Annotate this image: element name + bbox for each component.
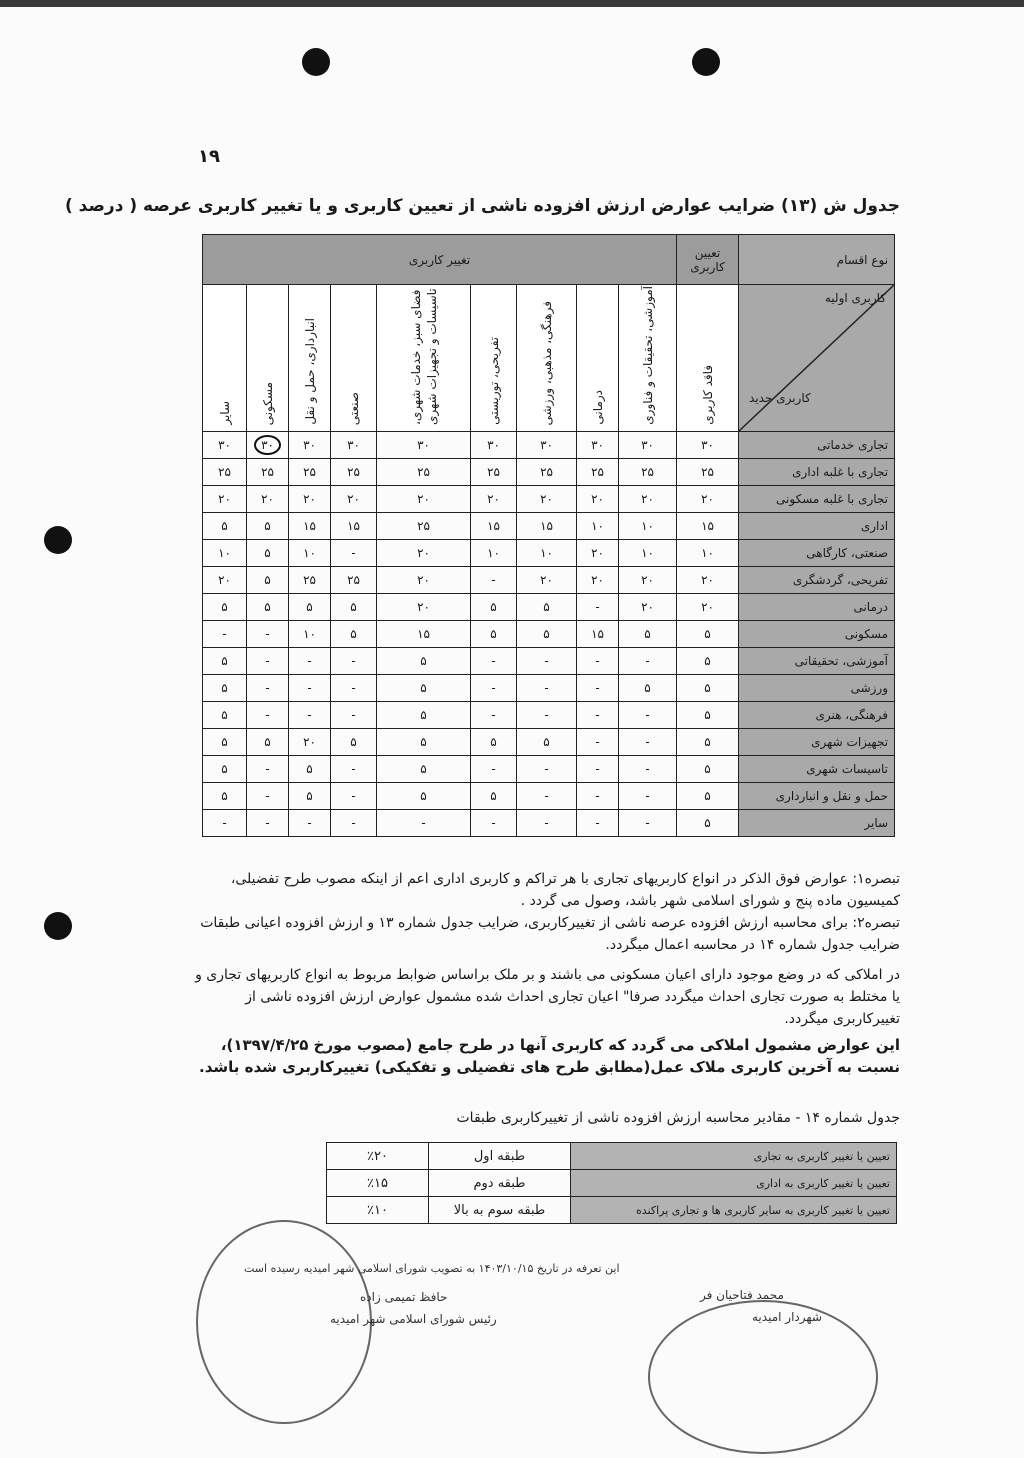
table-cell: ۵ — [203, 783, 247, 810]
table-cell: ۵ — [203, 729, 247, 756]
table-cell: - — [619, 810, 677, 837]
table-cell: ۳۰ — [203, 432, 247, 459]
table-cell: ۵ — [517, 594, 577, 621]
punch-hole — [692, 48, 720, 76]
row-label: درمانی — [739, 594, 895, 621]
table-cell: ۲۰ — [577, 486, 619, 513]
row-label: صنعتی، کارگاهی — [739, 540, 895, 567]
table-cell: ۵ — [203, 648, 247, 675]
table-cell: ۳۰ — [677, 432, 739, 459]
table-cell: ۱۰ — [577, 513, 619, 540]
table-row — [203, 432, 895, 459]
table-cell: - — [577, 810, 619, 837]
council-head-name: حافظ تمیمی زاده — [360, 1290, 448, 1304]
table-cell: ۲۰ — [619, 486, 677, 513]
column-header-label: انبارداری، حمل و نقل — [302, 318, 317, 425]
table-cell: ۵ — [471, 783, 517, 810]
table-cell: ۲۰ — [377, 540, 471, 567]
table-cell: ۲۵ — [289, 567, 331, 594]
table-cell: - — [247, 756, 289, 783]
table-cell: ۵ — [619, 621, 677, 648]
table-cell: - — [619, 702, 677, 729]
table-cell: ۱۵ — [517, 513, 577, 540]
table-cell: ۳۰ — [471, 432, 517, 459]
table-cell: - — [619, 648, 677, 675]
table-cell: ۲۰ — [677, 486, 739, 513]
diagonal-header-cell — [739, 285, 895, 432]
column-header — [517, 285, 577, 432]
table-row — [203, 567, 895, 594]
table-cell: ۳۰ — [517, 432, 577, 459]
table-cell: ۲۰ — [619, 567, 677, 594]
table-cell: ۵ — [331, 594, 377, 621]
table-cell: ۲۰ — [331, 486, 377, 513]
scan-edge — [0, 0, 1024, 7]
table-cell: - — [619, 783, 677, 810]
table-cell: ۵ — [677, 702, 739, 729]
floor-label: طبقه اول — [429, 1143, 571, 1170]
column-header — [471, 285, 517, 432]
column-header-label: آموزشی، تحقیقات و فناوری — [640, 286, 655, 425]
table-cell: ۱۵ — [471, 513, 517, 540]
table-cell: ۱۰ — [677, 540, 739, 567]
table-cell: - — [471, 567, 517, 594]
row-label: تجاری با غلبه مسکونی — [739, 486, 895, 513]
table-cell: ۵ — [247, 594, 289, 621]
table-cell: - — [517, 702, 577, 729]
column-header — [247, 285, 289, 432]
table-cell: ۱۰ — [619, 513, 677, 540]
table-cell: ۵ — [677, 756, 739, 783]
table-cell: ۵ — [247, 513, 289, 540]
table-cell: - — [471, 675, 517, 702]
table-cell: ۵ — [677, 648, 739, 675]
column-header — [677, 285, 739, 432]
row-description: تعیین یا تغییر کاربری به تجاری — [571, 1143, 897, 1170]
table-cell: ۱۵ — [677, 513, 739, 540]
table-cell: ۱۵ — [331, 513, 377, 540]
table-cell: ۵ — [203, 594, 247, 621]
table-row — [203, 513, 895, 540]
table-cell: - — [577, 648, 619, 675]
table-row — [203, 756, 895, 783]
table-cell: ۲۵ — [577, 459, 619, 486]
table-cell: ۵ — [203, 675, 247, 702]
coefficients-table — [202, 234, 894, 837]
table-cell: - — [577, 729, 619, 756]
table-row — [203, 729, 895, 756]
column-header-label: درمانی — [590, 390, 605, 425]
row-label: تجهیزات شهری — [739, 729, 895, 756]
column-header-label: فرهنگی، مذهبی، ورزشی — [539, 300, 554, 425]
table-cell: ۵ — [377, 702, 471, 729]
floor-label: طبقه دوم — [429, 1170, 571, 1197]
header-change: تغییر کاربری — [203, 235, 677, 285]
table-cell: ۲۰ — [377, 594, 471, 621]
table-cell: ۵ — [289, 594, 331, 621]
page-number: ۱۹ — [198, 146, 220, 167]
row-label: مسکونی — [739, 621, 895, 648]
table-cell: ۵ — [203, 513, 247, 540]
table-cell: ۱۵ — [377, 621, 471, 648]
table-cell: - — [471, 648, 517, 675]
table-cell: ۲۰ — [247, 486, 289, 513]
table-cell: - — [517, 783, 577, 810]
punch-hole — [44, 912, 72, 940]
table-cell: ۵ — [203, 702, 247, 729]
column-header-label: صنعتی — [346, 391, 361, 425]
table-cell: ۲۰ — [377, 486, 471, 513]
table-cell: - — [577, 594, 619, 621]
table-row — [203, 702, 895, 729]
table-cell: - — [203, 621, 247, 648]
table-cell: ۲۰ — [577, 540, 619, 567]
table-cell: - — [471, 756, 517, 783]
table-cell: - — [247, 702, 289, 729]
table-cell: - — [331, 783, 377, 810]
table-cell: ۳۰ — [377, 432, 471, 459]
table-cell: ۱۵ — [289, 513, 331, 540]
table-cell: ۵ — [331, 621, 377, 648]
note-2: تبصره۲: برای محاسبه ارزش افزوده عرصه ناشی از تغییرکاربری، ضرایب جدول شماره ۱۳ و ارزش افزوده اعیانی طبقات ضرایب جدول شماره ۱۴ در محاسبه اعمال میگردد. — [200, 915, 900, 953]
row-description: تعیین یا تغییر کاربری به سایر کاربری ها و تجاری پراکنده — [571, 1197, 897, 1224]
table-cell: ۵ — [677, 675, 739, 702]
row-label: تاسیسات شهری — [739, 756, 895, 783]
note-1: تبصره۱: عوارض فوق الذکر در انواع کاربریهای تجاری با هر تراکم و کاربری اداری اعم از اینکه مصوب طرح تفضیلی، کمیسیون ماده پنج و شورای اسلامی شهر باشد، وصول می گردد . — [230, 871, 900, 909]
table-row — [203, 810, 895, 837]
punch-hole — [44, 526, 72, 554]
table-cell: - — [331, 810, 377, 837]
row-label: تجاری خدماتی — [739, 432, 895, 459]
note-4: این عوارض مشمول املاکی می گردد که کاربری آنها در طرح جامع (مصوب مورخ ۱۳۹۷/۴/۲۵)، نسبت به آخرین کاربری ملاک عمل(مطابق طرح های تفضیلی و تفکیکی) تغییرکاربری شده باشد. — [199, 1036, 900, 1076]
table-cell: ۱۰ — [619, 540, 677, 567]
table-cell: ۵ — [517, 621, 577, 648]
percent-value: ٪۱۰ — [327, 1197, 429, 1224]
table-cell: ۱۰ — [289, 540, 331, 567]
column-header — [331, 285, 377, 432]
table-cell: - — [289, 810, 331, 837]
table-cell: - — [331, 675, 377, 702]
table-row — [203, 675, 895, 702]
column-header-label: سایر — [217, 401, 232, 425]
table-cell: - — [289, 702, 331, 729]
table-cell: ۲۰ — [517, 486, 577, 513]
header-determination: تعیین کاربری — [677, 235, 739, 285]
table-cell: ۲۵ — [247, 459, 289, 486]
table-cell: ۲۵ — [471, 459, 517, 486]
note-3: در املاکی که در وضع موجود دارای اعیان مسکونی می باشند و بر ملک براساس ضوابط مربوط به انواع کاربریهای تجاری و یا مختلط به صورت تجاری احداث میگردد صرفا" اعیان تجاری احداث شده مشمول عوارض ارزش افزوده ناشی از تغییرکاربری میگردد. — [195, 967, 900, 1027]
table-cell: ۳۰ — [577, 432, 619, 459]
row-label: تجاری با غلبه اداری — [739, 459, 895, 486]
row-label: فرهنگی، هنری — [739, 702, 895, 729]
initial-use-label: کاربری اولیه — [824, 291, 887, 305]
table-cell: ۵ — [247, 540, 289, 567]
table-cell: ۱۰ — [289, 621, 331, 648]
percent-value: ٪۱۵ — [327, 1170, 429, 1197]
table-cell: - — [577, 783, 619, 810]
table-cell: - — [619, 756, 677, 783]
table-cell: ۵ — [289, 783, 331, 810]
table-cell: ۵ — [677, 621, 739, 648]
table-cell: ۵ — [471, 621, 517, 648]
table-cell: - — [247, 675, 289, 702]
table-cell: - — [289, 648, 331, 675]
table-cell: ۲۰ — [577, 567, 619, 594]
table-cell: - — [203, 810, 247, 837]
table-cell: ۲۰ — [289, 729, 331, 756]
table-row — [203, 486, 895, 513]
council-head-role: رئیس شورای اسلامی شهر امیدیه — [330, 1312, 497, 1326]
table-cell: - — [517, 810, 577, 837]
row-description: تعیین یا تغییر کاربری به اداری — [571, 1170, 897, 1197]
row-label: اداری — [739, 513, 895, 540]
table-cell: - — [471, 810, 517, 837]
column-header — [203, 285, 247, 432]
table-cell: ۵ — [377, 756, 471, 783]
table-cell: ۲۵ — [289, 459, 331, 486]
table-cell: ۲۰ — [517, 567, 577, 594]
row-label: آموزشی، تحقیقاتی — [739, 648, 895, 675]
table-cell: - — [517, 756, 577, 783]
column-header — [619, 285, 677, 432]
table-cell: - — [471, 702, 517, 729]
table-cell: ۲۵ — [377, 459, 471, 486]
table-cell: ۲۰ — [203, 486, 247, 513]
table-cell: ۲۵ — [331, 567, 377, 594]
row-label: تفریحی، گردشگری — [739, 567, 895, 594]
table-cell: ۳۰ — [331, 432, 377, 459]
table-cell: ۲۰ — [289, 486, 331, 513]
table-cell: ۳۰ — [619, 432, 677, 459]
approval-text: این تعرفه در تاریخ ۱۴۰۳/۱۰/۱۵ به تصویب شورای اسلامی شهر امیدیه رسیده است — [244, 1262, 620, 1275]
column-header-label: مسکونی — [260, 381, 275, 425]
table-cell: ۵ — [471, 729, 517, 756]
table-cell: - — [247, 783, 289, 810]
table-cell: ۲۵ — [331, 459, 377, 486]
new-use-label: کاربری جدید — [749, 391, 811, 405]
table-cell: ۱۰ — [517, 540, 577, 567]
column-header — [377, 285, 471, 432]
table-cell: ۵ — [247, 567, 289, 594]
table-cell: ۳۰ — [289, 432, 331, 459]
table-cell: - — [247, 648, 289, 675]
table-row — [203, 594, 895, 621]
table-cell: ۱۰ — [203, 540, 247, 567]
table-cell: - — [517, 675, 577, 702]
table-row — [327, 1197, 897, 1224]
column-header — [289, 285, 331, 432]
table-cell: ۵ — [203, 756, 247, 783]
table-cell: - — [377, 810, 471, 837]
table-row — [203, 783, 895, 810]
table-cell: - — [289, 675, 331, 702]
table-cell: - — [619, 729, 677, 756]
row-label: سایر — [739, 810, 895, 837]
table-cell: - — [247, 810, 289, 837]
column-header-label: تفریحی، توریستی — [486, 337, 501, 425]
table-cell: ۵ — [247, 729, 289, 756]
table-cell: ۵ — [471, 594, 517, 621]
mayor-role: شهردار امیدیه — [752, 1310, 822, 1324]
table-cell: - — [331, 756, 377, 783]
mayor-name: محمد فتاحیان فر — [700, 1288, 784, 1302]
table-row — [203, 648, 895, 675]
table-cell: ۱۵ — [577, 621, 619, 648]
table-row — [327, 1143, 897, 1170]
table-cell — [247, 432, 289, 459]
table-cell: ۲۰ — [203, 567, 247, 594]
table-cell: ۲۰ — [619, 594, 677, 621]
floors-table — [326, 1142, 896, 1224]
column-header-label: فاقد کاربری — [700, 365, 715, 425]
page-title: جدول ش (۱۳) ضرایب عوارض ارزش افزوده ناشی از تعیین کاربری و یا تغییر کاربری عرصه ( درصد ) — [64, 196, 900, 216]
table-cell: ۲۰ — [377, 567, 471, 594]
table-cell: ۵ — [289, 756, 331, 783]
table-row — [203, 621, 895, 648]
table-cell: - — [331, 702, 377, 729]
table-cell: ۲۰ — [677, 594, 739, 621]
row-label: حمل و نقل و انبارداری — [739, 783, 895, 810]
table-cell: - — [577, 675, 619, 702]
table-cell: ۲۰ — [471, 486, 517, 513]
table-cell: ۵ — [619, 675, 677, 702]
table-cell: - — [247, 621, 289, 648]
table-cell: ۵ — [377, 648, 471, 675]
table-cell: ۵ — [677, 783, 739, 810]
table-row — [203, 540, 895, 567]
header-types: نوع اقسام — [739, 235, 895, 285]
table-cell: ۵ — [377, 729, 471, 756]
table-row — [203, 459, 895, 486]
table14-title: جدول شماره ۱۴ - مقادیر محاسبه ارزش افزوده ناشی از تغییرکاربری طبقات — [456, 1110, 900, 1126]
table-cell: ۲۵ — [677, 459, 739, 486]
table-cell: - — [517, 648, 577, 675]
table-cell: - — [577, 756, 619, 783]
table-cell: ۵ — [377, 675, 471, 702]
table-cell: ۵ — [677, 810, 739, 837]
table-cell: ۵ — [331, 729, 377, 756]
table-cell: ۲۵ — [203, 459, 247, 486]
table-cell: ۵ — [377, 783, 471, 810]
percent-value: ٪۲۰ — [327, 1143, 429, 1170]
column-header-label: فضای سبز، خدمات شهری، تاسیسات و تجهیزات شهری — [408, 288, 439, 425]
table-cell: ۲۵ — [517, 459, 577, 486]
table-cell: ۲۵ — [377, 513, 471, 540]
table-cell: - — [331, 540, 377, 567]
circled-value: ۳۰ — [254, 435, 281, 455]
table-cell: ۱۰ — [471, 540, 517, 567]
table-cell: ۲۰ — [677, 567, 739, 594]
punch-hole — [302, 48, 330, 76]
column-header — [577, 285, 619, 432]
table-cell: ۵ — [677, 729, 739, 756]
row-label: ورزشی — [739, 675, 895, 702]
table-cell: - — [577, 702, 619, 729]
table-cell: ۵ — [517, 729, 577, 756]
table-row — [327, 1170, 897, 1197]
table-cell: - — [331, 648, 377, 675]
table-cell: ۲۵ — [619, 459, 677, 486]
floor-label: طبقه سوم به بالا — [429, 1197, 571, 1224]
